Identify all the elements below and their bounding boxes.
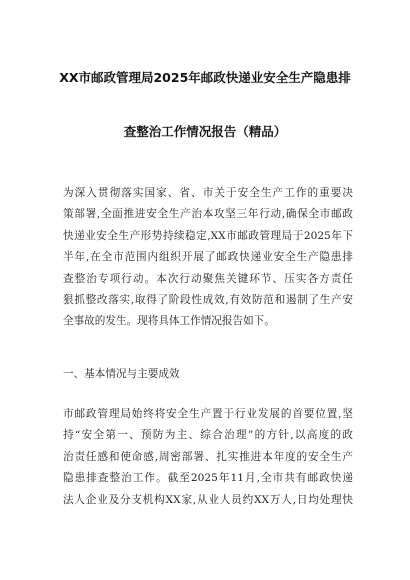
- paragraph-line: 法人企业及分支机构XX家,从业人员约XX万人,日均处理快: [63, 493, 353, 506]
- paragraph-line: 查整治专项行动。本次行动聚焦关键环节、压实各方责任: [63, 272, 353, 285]
- paragraph-line: 治责任感和使命感,周密部署、扎实推进本年度的安全生产: [63, 450, 353, 463]
- document-title-line-2: 查整治工作情况报告（精品）: [123, 124, 287, 139]
- section-paragraph: [63, 404, 353, 511]
- paragraph-line: 狠抓整改落实,取得了阶段性成效,有效防范和遏制了生产安: [63, 294, 353, 307]
- paragraph-line: 隐患排查整治工作。截至2025年11月,全市共有邮政快递: [63, 472, 353, 485]
- section-heading: 一、基本情况与主要成效: [63, 368, 180, 380]
- paragraph-line: 持“安全第一、预防为主、综合治理”的方针,以高度的政: [63, 429, 353, 442]
- paragraph-line: 为深入贯彻落实国家、省、市关于安全生产工作的重要决: [63, 187, 353, 199]
- document-title-line-1: XX市邮政管理局2025年邮政快递业安全生产隐患排: [59, 70, 351, 85]
- paragraph-line: 市邮政管理局始终将安全生产置于行业发展的首要位置,坚: [63, 408, 353, 420]
- intro-paragraph: [63, 183, 353, 333]
- paragraph-line: 全事故的发生。现将具体工作情况报告如下。: [63, 315, 275, 328]
- paragraph-line: 半年,在全市范围内组织开展了邮政快递业安全生产隐患排: [63, 251, 353, 264]
- paragraph-line: 策部署,全面推进安全生产治本攻坚三年行动,确保全市邮政: [63, 208, 353, 221]
- paragraph-line: 快递业安全生产形势持续稳定,XX市邮政管理局于2025年下: [63, 229, 353, 242]
